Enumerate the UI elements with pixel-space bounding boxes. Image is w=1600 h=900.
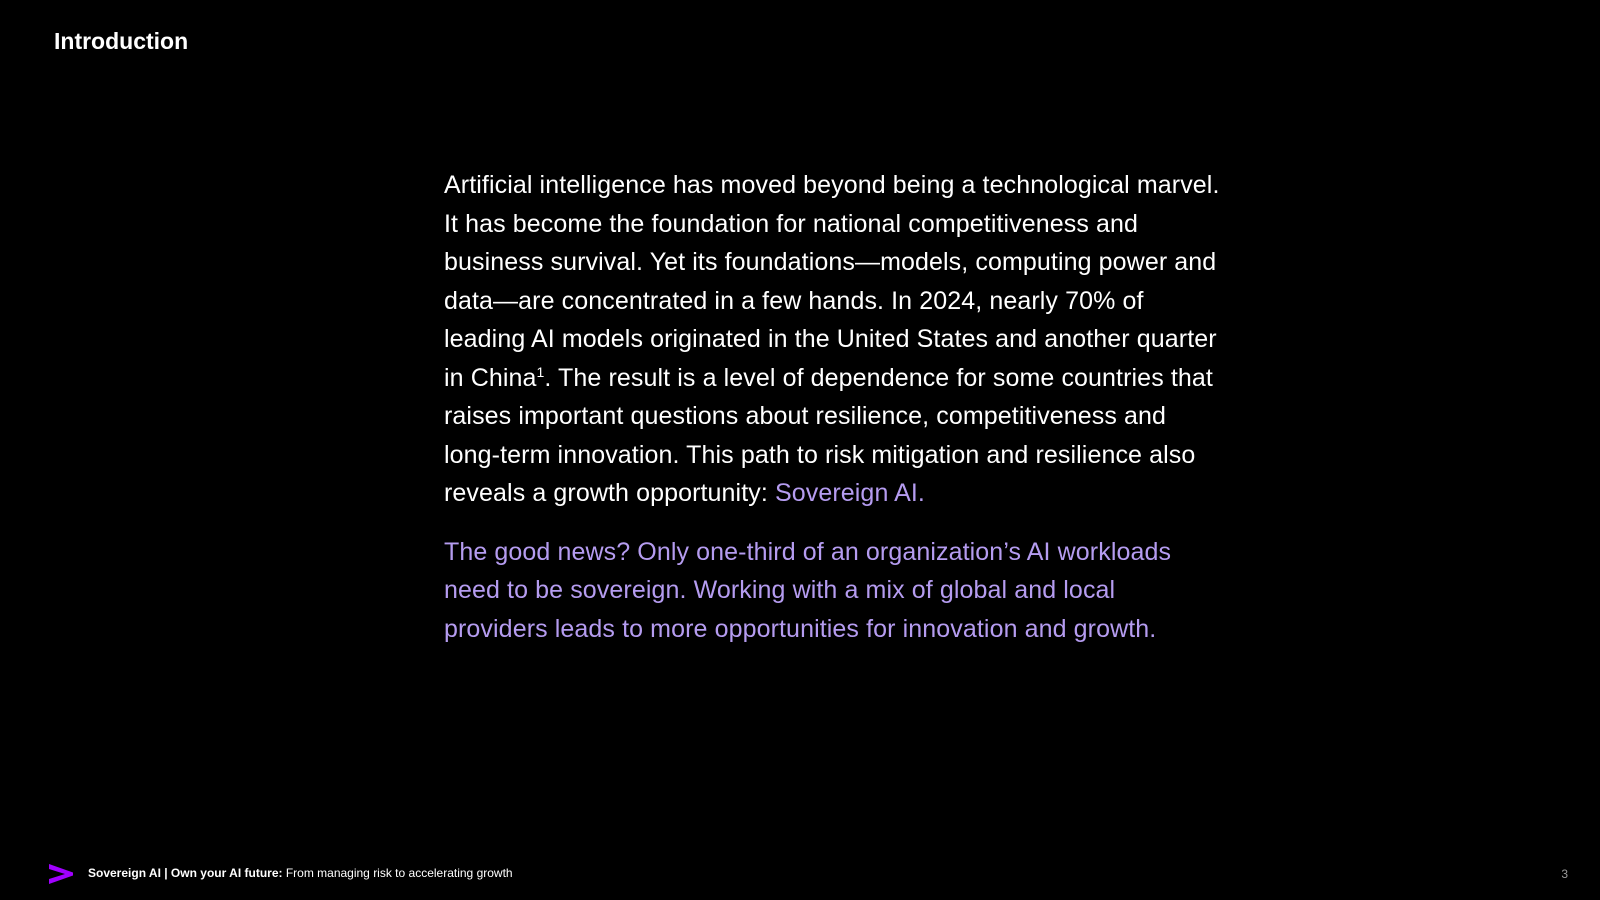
footer-title-bold: Sovereign AI | Own your AI future: [88, 866, 283, 880]
intro-paragraph-text-cont: . The result is a level of dependence for some countries that raises important questions about resilience, competitiveness and long-term innovation. This path to risk mitigation and resilience also reveals a growth opportunity: [444, 363, 1213, 507]
page-number: 3 [1561, 867, 1568, 881]
intro-content [444, 166, 1224, 648]
page-title: Introduction [54, 28, 189, 54]
accenture-chevron-icon [48, 862, 74, 886]
sovereign-ai-highlight: Sovereign AI. [774, 479, 925, 507]
footer-title [88, 866, 513, 880]
intro-paragraph-text: Artificial intelligence has moved beyond being a technological marvel. It has become the foundation for national competitiveness and business survival. Yet its foundations—models, computing power and data—are concentrated in a few hands. In 2024, nearly 70% of leading AI models originated in the United States and another quarter in China [444, 171, 1220, 392]
footnote-ref[interactable]: 1 [536, 363, 545, 380]
intro-paragraph [444, 166, 1224, 513]
good-news-paragraph: The good news? Only one-third of an organization’s AI workloads need to be sovereign. Working with a mix of global and local providers leads to more opportunities for innovation and growth. [444, 537, 1172, 643]
footer [0, 850, 1600, 900]
footer-subtitle: From managing risk to accelerating growth [282, 866, 513, 880]
